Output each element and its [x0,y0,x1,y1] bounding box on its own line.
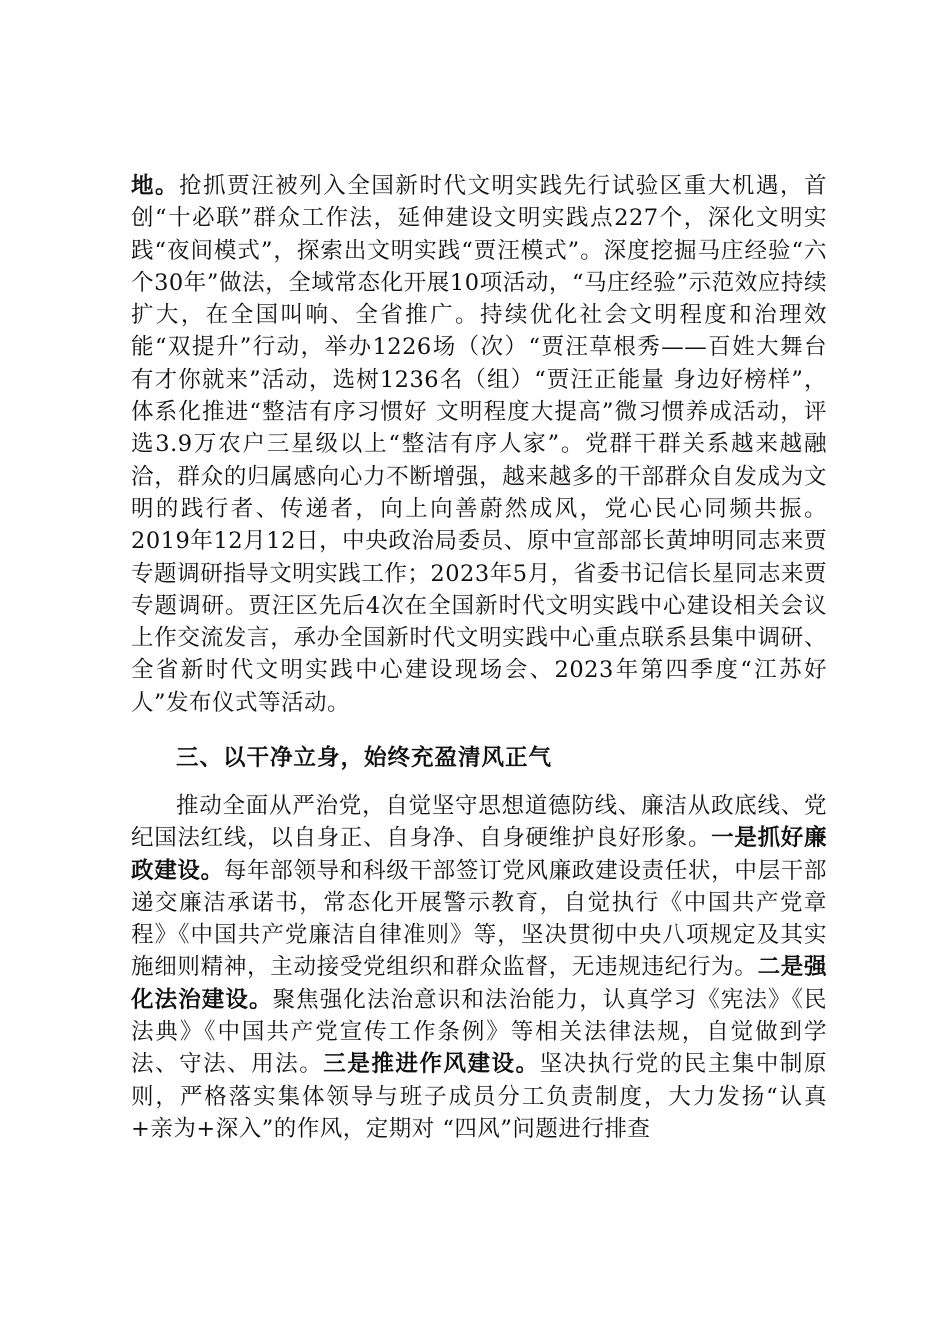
point2-title: 二是强化法治建设。 [131,954,827,1013]
paragraph-civilization-practice [131,170,827,719]
point1-body: 每年部领导和科级干部签订党风廉政建设责任状，中层干部递交廉洁承诺书，常态化开展警示教育，自觉执行《中国共产党章程》《中国共产党廉洁自律准则》等，坚决贯彻中央八项规定及其实施细则精神，主动接受党组织和群众监督，无违规违纪行为。 [131,857,827,981]
point2-body: 聚焦强化法治意识和法治能力，认真学习《宪法》《民法典》《中国共产党宣传工作条例》等相关法律法规，自觉做到学法、守法、用法。 [131,986,827,1078]
paragraph-clean-governance [131,790,827,1145]
point1-title: 一是抓好廉政建设。 [131,825,827,884]
point3-body: 坚决执行党的民主集中制原则，严格落实集体领导与班子成员分工负责制度，大力发扬“认真+亲为+深入”的作风，定期对 “四风”问题进行排查 [131,1051,827,1142]
paragraph-lead: 地。 [131,173,180,199]
paragraph-body: 抢抓贾汪被列入全国新时代文明实践先行试验区重大机遇，首创“十必联”群众工作法，延伸建设文明实践点227个，深化文明实践“夜间模式”，探索出文明实践“贾汪模式”。深度挖掘马庄经验“六个30年”做法，全域常态化开展10项活动，“马庄经验”示范效应持续扩大，在全国叫响、全省推广。持续优化社会文明程度和治理效能“双提升”行动，举办1226场（次）“贾汪草根秀——百姓大舞台 有才你就来”活动，选树1236名（组）“贾汪正能量 身边好榜样”，体系化推进“整洁有序习惯好 文明程度大提高”微习惯养成活动，评选3.9万农户三星级以上“整洁有序人家”。党群干群关系越来越融洽，群众的归属感向心力不断增强，越来越多的干部群众自发成为文明的践行者、传递者，向上向善蔚然成风，党心民心同频共振。2019年12月12日，中央政治局委员、原中宣部部长黄坤明同志来贾专题调研指导文明实践工作；2023年5月，省委书记信长星同志来贾专题调研。贾汪区先后4次在全国新时代文明实践中心建设相关会议上作交流发言，承办全国新时代文明实践中心重点联系县集中调研、全省新时代文明实践中心建设现场会、2023年第四季度“江苏好人”发布仪式等活动。 [131,173,827,716]
point3-title: 三是推进作风建设。 [323,1051,540,1078]
section-heading: 三、以干净立身，始终充盈清风正气 [176,745,553,771]
paragraph-intro: 推动全面从严治党，自觉坚守思想道德防线、廉洁从政底线、党纪国法红线，以自身正、自身净、自身硬维护良好形象。 [131,793,827,852]
